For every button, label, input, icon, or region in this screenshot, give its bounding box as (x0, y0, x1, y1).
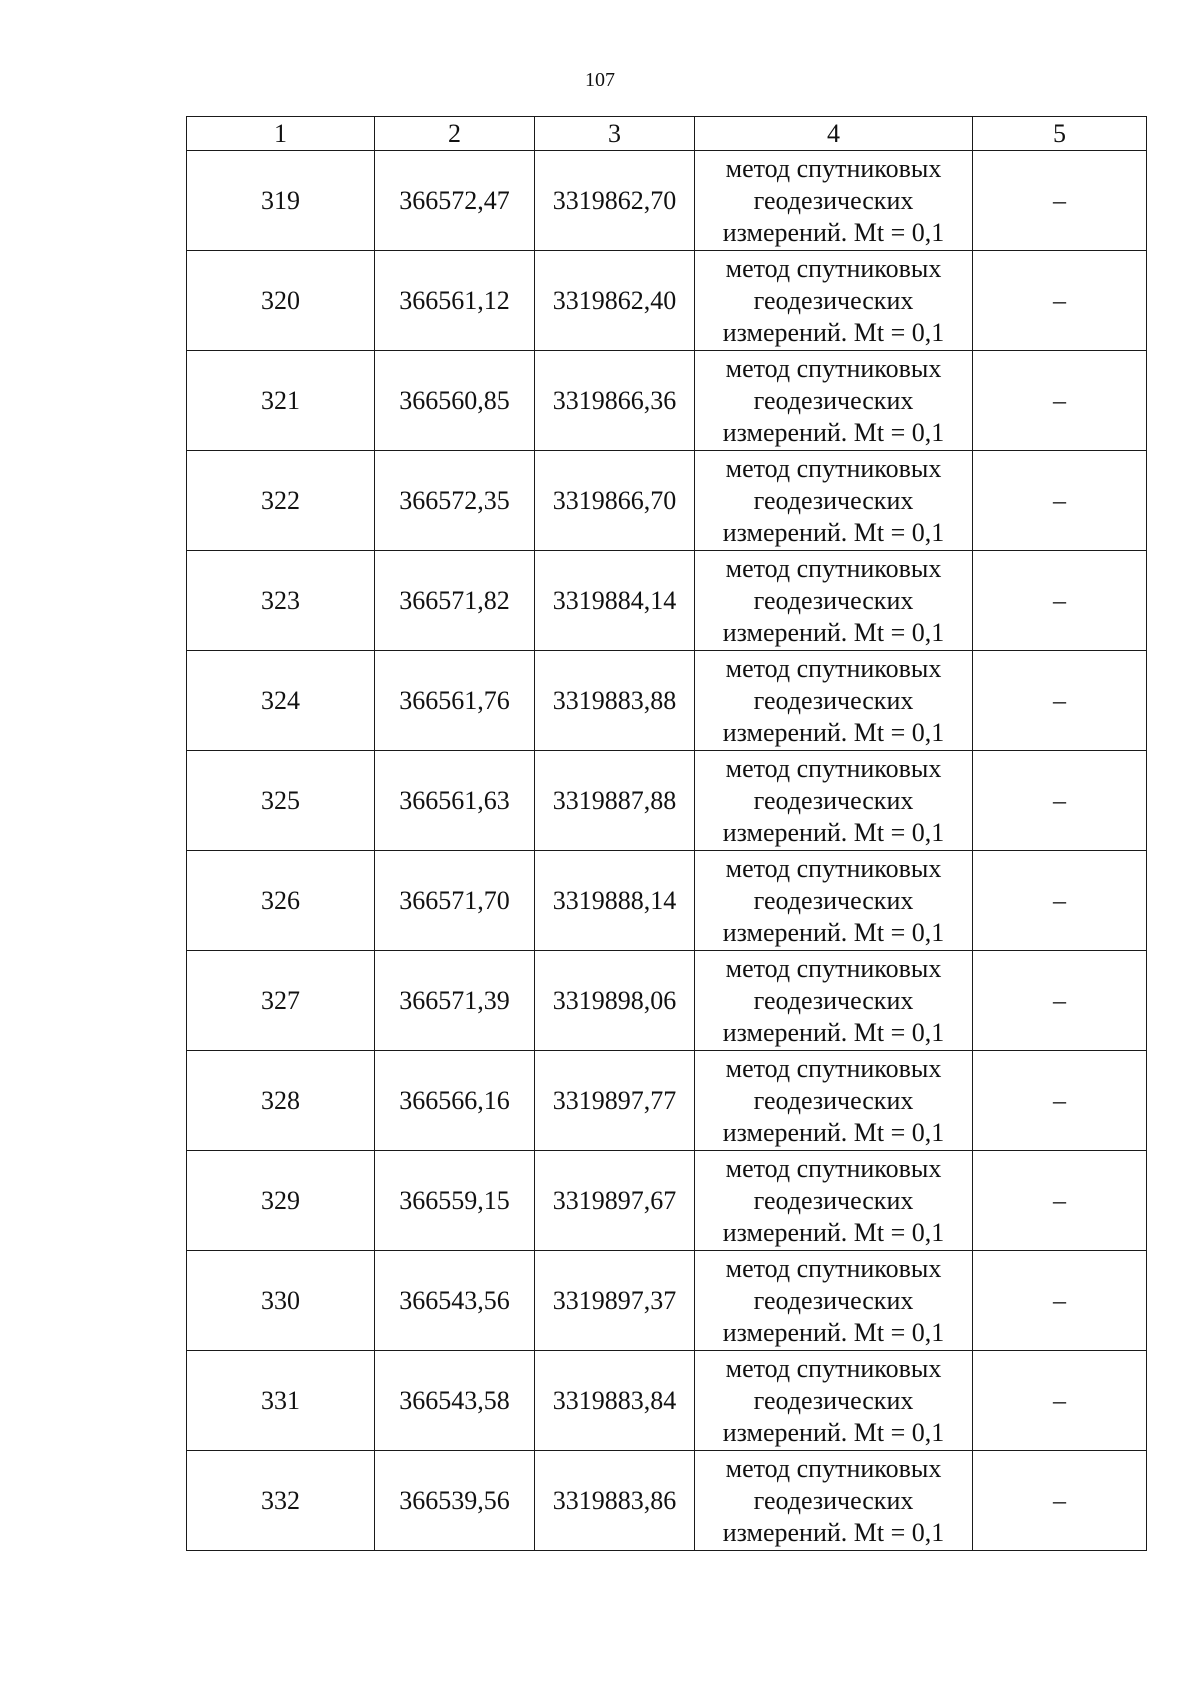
table-row (187, 951, 1147, 1051)
method-text-line: метод спутниковых (725, 553, 942, 583)
method-cell (695, 951, 973, 1051)
method-text-line: геодезических (753, 585, 914, 615)
method-text-line: метод спутниковых (725, 353, 942, 383)
method-text-line: измерений. Mt = 0,1 (722, 1017, 945, 1047)
table-header (187, 117, 1147, 151)
note-cell: – (973, 351, 1147, 451)
coordinate-y-cell: 3319897,77 (535, 1051, 695, 1151)
note-cell: – (973, 851, 1147, 951)
point-number-cell: 327 (187, 951, 375, 1051)
coordinate-x-cell: 366559,15 (375, 1151, 535, 1251)
point-number-cell: 326 (187, 851, 375, 951)
method-text-line: измерений. Mt = 0,1 (722, 217, 945, 247)
coordinate-y-cell: 3319866,70 (535, 451, 695, 551)
point-number-cell: 320 (187, 251, 375, 351)
coordinate-x-cell: 366561,76 (375, 651, 535, 751)
table-row (187, 1151, 1147, 1251)
table-row (187, 451, 1147, 551)
method-text-line: метод спутниковых (725, 653, 942, 683)
method-text-line: метод спутниковых (725, 1253, 942, 1283)
note-cell: – (973, 951, 1147, 1051)
note-cell: – (973, 151, 1147, 251)
method-text-line: метод спутниковых (725, 453, 942, 483)
coordinate-x-cell: 366561,12 (375, 251, 535, 351)
point-number-cell: 323 (187, 551, 375, 651)
note-cell: – (973, 1251, 1147, 1351)
note-cell: – (973, 651, 1147, 751)
coordinate-x-cell: 366560,85 (375, 351, 535, 451)
coordinate-x-cell: 366571,39 (375, 951, 535, 1051)
table-row (187, 551, 1147, 651)
method-text-line: измерений. Mt = 0,1 (722, 1517, 945, 1547)
coordinate-x-cell: 366543,56 (375, 1251, 535, 1351)
method-text-line: геодезических (753, 685, 914, 715)
method-cell (695, 1151, 973, 1251)
method-cell (695, 751, 973, 851)
method-cell (695, 151, 973, 251)
method-text-line: геодезических (753, 785, 914, 815)
coordinate-y-cell: 3319898,06 (535, 951, 695, 1051)
method-text-line: измерений. Mt = 0,1 (722, 317, 945, 347)
method-text-line: метод спутниковых (725, 153, 942, 183)
table-row (187, 151, 1147, 251)
method-cell (695, 551, 973, 651)
coordinate-y-cell: 3319862,70 (535, 151, 695, 251)
coordinate-y-cell: 3319862,40 (535, 251, 695, 351)
point-number-cell: 329 (187, 1151, 375, 1251)
method-text-line: метод спутниковых (725, 853, 942, 883)
method-text-line: измерений. Mt = 0,1 (722, 417, 945, 447)
point-number-cell: 325 (187, 751, 375, 851)
method-text-line: геодезических (753, 1185, 914, 1215)
note-cell: – (973, 251, 1147, 351)
coordinate-y-cell: 3319884,14 (535, 551, 695, 651)
coordinate-y-cell: 3319888,14 (535, 851, 695, 951)
coordinate-x-cell: 366571,82 (375, 551, 535, 651)
table-row (187, 1051, 1147, 1151)
method-text-line: измерений. Mt = 0,1 (722, 1317, 945, 1347)
method-text-line: геодезических (753, 1285, 914, 1315)
table-row (187, 751, 1147, 851)
method-cell (695, 1251, 973, 1351)
header-row (187, 117, 1147, 151)
header-cell-1: 1 (187, 117, 375, 151)
table-row (187, 1251, 1147, 1351)
method-text-line: измерений. Mt = 0,1 (722, 1117, 945, 1147)
note-cell: – (973, 1051, 1147, 1151)
method-text-line: измерений. Mt = 0,1 (722, 1217, 945, 1247)
method-text-line: измерений. Mt = 0,1 (722, 817, 945, 847)
table-row (187, 851, 1147, 951)
method-cell (695, 351, 973, 451)
method-text-line: геодезических (753, 985, 914, 1015)
method-text-line: геодезических (753, 1485, 914, 1515)
method-text-line: геодезических (753, 485, 914, 515)
method-text-line: геодезических (753, 885, 914, 915)
method-text-line: метод спутниковых (725, 953, 942, 983)
coordinate-y-cell: 3319883,86 (535, 1451, 695, 1551)
page-number: 107 (585, 69, 615, 91)
method-cell (695, 1351, 973, 1451)
point-number-cell: 319 (187, 151, 375, 251)
coordinate-y-cell: 3319883,84 (535, 1351, 695, 1451)
header-cell-4: 4 (695, 117, 973, 151)
method-cell (695, 1451, 973, 1551)
point-number-cell: 330 (187, 1251, 375, 1351)
method-text-line: геодезических (753, 1085, 914, 1115)
method-cell (695, 1051, 973, 1151)
point-number-cell: 324 (187, 651, 375, 751)
method-text-line: измерений. Mt = 0,1 (722, 717, 945, 747)
point-number-cell: 321 (187, 351, 375, 451)
table-row (187, 1451, 1147, 1551)
method-text-line: измерений. Mt = 0,1 (722, 917, 945, 947)
coordinate-x-cell: 366566,16 (375, 1051, 535, 1151)
point-number-cell: 332 (187, 1451, 375, 1551)
table-row (187, 251, 1147, 351)
method-text-line: метод спутниковых (725, 1353, 942, 1383)
method-cell (695, 851, 973, 951)
coordinate-y-cell: 3319897,37 (535, 1251, 695, 1351)
note-cell: – (973, 551, 1147, 651)
coordinate-x-cell: 366561,63 (375, 751, 535, 851)
method-text-line: метод спутниковых (725, 253, 942, 283)
point-number-cell: 322 (187, 451, 375, 551)
note-cell: – (973, 1151, 1147, 1251)
method-text-line: измерений. Mt = 0,1 (722, 517, 945, 547)
coordinate-y-cell: 3319897,67 (535, 1151, 695, 1251)
coordinate-x-cell: 366571,70 (375, 851, 535, 951)
method-text-line: метод спутниковых (725, 1053, 942, 1083)
header-cell-5: 5 (973, 117, 1147, 151)
method-text-line: геодезических (753, 285, 914, 315)
method-text-line: геодезических (753, 185, 914, 215)
note-cell: – (973, 1451, 1147, 1551)
table-row (187, 351, 1147, 451)
method-cell (695, 451, 973, 551)
note-cell: – (973, 751, 1147, 851)
header-cell-2: 2 (375, 117, 535, 151)
method-text-line: измерений. Mt = 0,1 (722, 1417, 945, 1447)
method-cell (695, 251, 973, 351)
table-body (187, 151, 1147, 1551)
header-cell-3: 3 (535, 117, 695, 151)
coordinate-y-cell: 3319866,36 (535, 351, 695, 451)
point-number-cell: 328 (187, 1051, 375, 1151)
coordinate-x-cell: 366543,58 (375, 1351, 535, 1451)
method-text-line: геодезических (753, 385, 914, 415)
coordinates-table (186, 116, 1147, 1551)
coordinate-x-cell: 366572,47 (375, 151, 535, 251)
table-row (187, 651, 1147, 751)
coordinate-y-cell: 3319887,88 (535, 751, 695, 851)
method-text-line: метод спутниковых (725, 1453, 942, 1483)
method-text-line: геодезических (753, 1385, 914, 1415)
method-text-line: измерений. Mt = 0,1 (722, 617, 945, 647)
note-cell: – (973, 451, 1147, 551)
table-row (187, 1351, 1147, 1451)
coordinate-y-cell: 3319883,88 (535, 651, 695, 751)
method-text-line: метод спутниковых (725, 1153, 942, 1183)
point-number-cell: 331 (187, 1351, 375, 1451)
note-cell: – (973, 1351, 1147, 1451)
coordinate-x-cell: 366572,35 (375, 451, 535, 551)
coordinate-x-cell: 366539,56 (375, 1451, 535, 1551)
method-text-line: метод спутниковых (725, 753, 942, 783)
method-cell (695, 651, 973, 751)
